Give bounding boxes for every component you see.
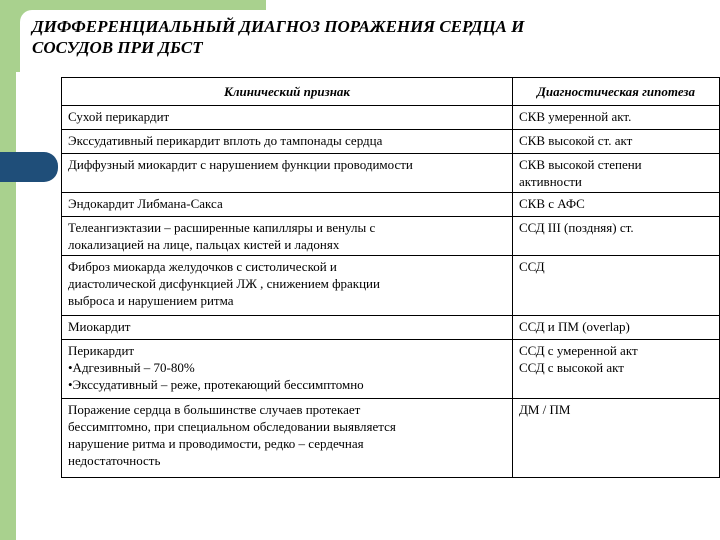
hypothesis-cell <box>513 217 720 256</box>
left-accent-bar <box>0 0 16 540</box>
table-row <box>62 130 720 154</box>
cell-line: выброса и нарушением ритма <box>68 293 234 308</box>
table-row <box>62 256 720 316</box>
cell-line: ССД III (поздняя) ст. <box>519 220 634 235</box>
header-clinical-sign: Клинический признак <box>62 78 513 106</box>
cell-line: ССД <box>519 259 545 274</box>
cell-line: бессимптомно, при специальном обследовании выявляется <box>68 419 396 434</box>
sign-cell <box>62 256 513 316</box>
navy-bullet-marker <box>0 152 58 182</box>
cell-line: ССД с высокой акт <box>519 360 624 375</box>
sign-cell <box>62 106 513 130</box>
cell-line: Поражение сердца в большинстве случаев протекает <box>68 402 361 417</box>
sign-cell <box>62 217 513 256</box>
cell-line: Миокардит <box>68 319 131 334</box>
sign-cell <box>62 340 513 399</box>
hypothesis-cell <box>513 193 720 217</box>
hypothesis-cell <box>513 154 720 193</box>
slide-title <box>32 16 692 58</box>
hypothesis-cell <box>513 106 720 130</box>
cell-line: •Экссудативный – реже, протекающий бессимптомно <box>68 377 364 392</box>
table-row <box>62 316 720 340</box>
hypothesis-cell <box>513 256 720 316</box>
header-diagnostic-hypothesis: Диагностическая гипотеза <box>513 78 720 106</box>
sign-cell <box>62 399 513 478</box>
table-row <box>62 340 720 399</box>
cell-line: Экссудативный перикардит вплоть до тампонады сердца <box>68 133 383 148</box>
cell-line: диастолической дисфункцией ЛЖ , снижением фракции <box>68 276 380 291</box>
table-row <box>62 217 720 256</box>
slide-title-line-1: ДИФФЕРЕНЦИАЛЬНЫЙ ДИАГНОЗ ПОРАЖЕНИЯ СЕРДЦА И <box>32 17 525 36</box>
cell-line: ДМ / ПМ <box>519 402 571 417</box>
sign-cell <box>62 193 513 217</box>
cell-line: СКВ с АФС <box>519 196 585 211</box>
cell-line: нарушение ритма и проводимости, редко – сердечная <box>68 436 364 451</box>
table-row <box>62 154 720 193</box>
hypothesis-cell <box>513 316 720 340</box>
cell-line: Сухой перикардит <box>68 109 170 124</box>
table-header-row <box>62 78 720 106</box>
cell-line: СКВ умеренной акт. <box>519 109 632 124</box>
table-row <box>62 106 720 130</box>
cell-line: локализацией на лице, пальцах кистей и ладонях <box>68 237 340 252</box>
slide-title-line-2: СОСУДОВ ПРИ ДБСТ <box>32 38 203 57</box>
cell-line: Перикардит <box>68 343 135 358</box>
cell-line: недостаточность <box>68 453 161 468</box>
cell-line: активности <box>519 174 582 189</box>
table-row <box>62 193 720 217</box>
hypothesis-cell <box>513 340 720 399</box>
sign-cell <box>62 130 513 154</box>
hypothesis-cell <box>513 130 720 154</box>
cell-line: Телеангиэктазии – расширенные капилляры и венулы с <box>68 220 376 235</box>
cell-line: ССД и ПМ (overlap) <box>519 319 630 334</box>
hypothesis-cell <box>513 399 720 478</box>
cell-line: Эндокардит Либмана-Сакса <box>68 196 223 211</box>
cell-line: СКВ высокой ст. акт <box>519 133 633 148</box>
cell-line: ССД с умеренной акт <box>519 343 638 358</box>
sign-cell <box>62 316 513 340</box>
cell-line: Диффузный миокардит с нарушением функции проводимости <box>68 157 413 172</box>
cell-line: Фиброз миокарда желудочков с систолической и <box>68 259 337 274</box>
table-row <box>62 399 720 478</box>
diagnosis-table <box>61 77 720 478</box>
cell-line: СКВ высокой степени <box>519 157 642 172</box>
sign-cell <box>62 154 513 193</box>
cell-line: •Адгезивный – 70-80% <box>68 360 195 375</box>
